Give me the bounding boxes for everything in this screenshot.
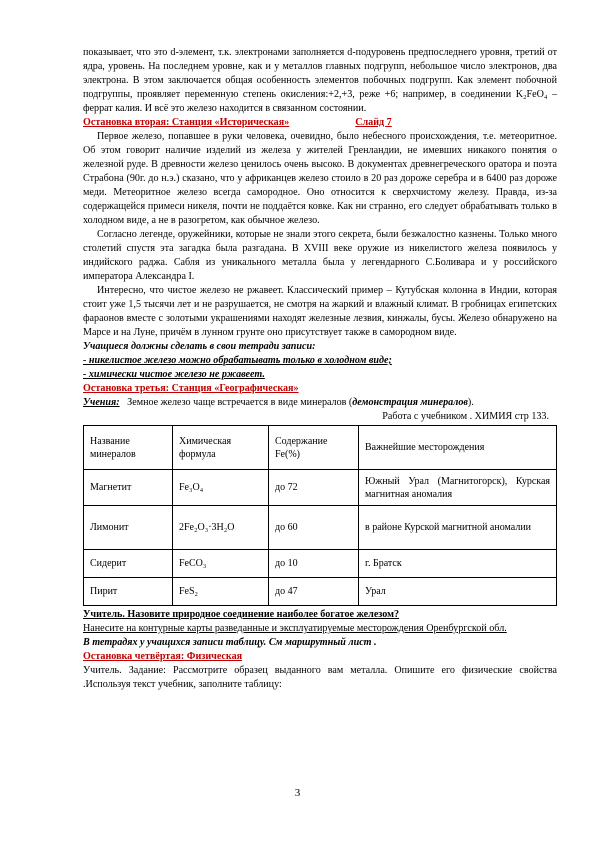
table-header-cell: Важнейшие месторождения bbox=[359, 426, 557, 470]
stop2-heading: Остановка вторая: Станция «Историческая» bbox=[83, 117, 290, 128]
stop2-note-2: - химически чистое железо не ржавеет. bbox=[83, 369, 265, 380]
teacher-text-end: ). bbox=[467, 397, 474, 408]
table-cell: до 47 bbox=[269, 578, 359, 606]
stop4-heading: Остановка четвёртая: Физическая bbox=[83, 651, 243, 662]
question-1: Учитель. Назовите природное соединение наиболее богатое железом? bbox=[83, 609, 400, 620]
question-2: Нанесите на контурные карты разведанные и эксплуатируемые месторождения Оренбургской обл. bbox=[83, 623, 507, 634]
stop2-note-1: - никелистое железо можно обрабатывать только в холодном виде; bbox=[83, 355, 392, 366]
teacher-text: Земное железо чаще встречается в виде минералов ( bbox=[127, 397, 353, 408]
teacher-label: Учения: bbox=[83, 397, 120, 408]
table-header-cell: Химическая формула bbox=[173, 426, 269, 470]
table-cell: Магнетит bbox=[84, 470, 173, 506]
table-header-cell: Название минералов bbox=[84, 426, 173, 470]
table-header-row bbox=[84, 426, 557, 470]
stop2-task: Учащиеся должны сделать в свои тетради записи: bbox=[83, 341, 316, 352]
minerals-table bbox=[83, 425, 557, 606]
stop2-paragraph-2: Согласно легенде, оружейники, которые не знали этого секрета, были безжалостно казнены. Только много столетий спустя эта загадка была разгадана. В XVIII веке оружие из никелистого железа появилось у индийского раджа. Сабля из уникального металла была у легендарного С.Боливара и у российского императора Александра I. bbox=[83, 229, 557, 282]
table-cell: Урал bbox=[359, 578, 557, 606]
demo-text: демонстрация минералов bbox=[352, 397, 468, 408]
table-cell: Пирит bbox=[84, 578, 173, 606]
table-cell: FeCO₃ bbox=[173, 550, 269, 578]
table-row bbox=[84, 578, 557, 606]
table-row bbox=[84, 506, 557, 550]
table-cell: Южный Урал (Магнитогорск), Курская магнитная аномалия bbox=[359, 470, 557, 506]
table-cell: до 60 bbox=[269, 506, 359, 550]
table-cell: в районе Курской магнитной аномалии bbox=[359, 506, 557, 550]
table-cell: Fe₃O₄ bbox=[173, 470, 269, 506]
intro-paragraph: показывает, что это d-элемент, т.к. электронами заполняется d-подуровень предпоследнего уровня, третий от ядра, уровень. На последнем уровне, как и у металлов главных подгрупп, небольшое число электронов, два электрона. В этом заключается общая особенность элементов побочных подгрупп. Как элемент побочной подгруппы, проявляет переменную степень окисления:+2,+3, реже +6; например, в соединении K₂FeO₄ – феррат калия. И всё это железо находится в связанном состоянии. bbox=[83, 47, 557, 114]
stop2-paragraph-3: Интересно, что чистое железо не ржавеет. Классический пример – Кутубская колонна в Индии, которая стоит уже 1,5 тысячи лет и не разрушается, не смотря на жаркий и влажный климат. В гробницах египетских фараонов вместе с золотыми украшениями находят железные лезвия, кинжалы, бусы. Железо обнаружено на Марсе и на Луне, причём в лунном грунте оно присутствует также в самородном виде. bbox=[83, 285, 557, 338]
document-page bbox=[83, 46, 557, 692]
stop3-teacher-line bbox=[83, 396, 557, 410]
table-cell: до 10 bbox=[269, 550, 359, 578]
stop2-paragraph-1: Первое железо, попавшее в руки человека, очевидно, было небесного происхождения, т.е. метеоритное. Об этом говорит наличие изделий из железа у жителей Гренландии, не имевших никакого понятия о железной руде. В древности железо ценилось очень высоко. В документах древнегреческого оратора и поэта Страбона (90г. до н.э.) сказано, что у африканцев железо стоило в 20 раз дороже серебра и в 6400 раз дороже меди. Метеоритное железо всегда самородное. Оно относится к сверхчистому железу. Правда, из-за содержащейся примеси никеля, почти не поддаётся ковке. Как ни странно, его следует обрабатывать только в холодном виде, а не в разогретом, как обычное железо. bbox=[83, 131, 557, 226]
stop2-heading-line bbox=[83, 116, 557, 130]
stop4-heading-line bbox=[83, 650, 557, 664]
table-cell: Лимонит bbox=[84, 506, 173, 550]
table-cell: до 72 bbox=[269, 470, 359, 506]
table-row bbox=[84, 550, 557, 578]
table-cell: 2Fe₂O₃·3H₂O bbox=[173, 506, 269, 550]
table-cell: Сидерит bbox=[84, 550, 173, 578]
table-cell: г. Братск bbox=[359, 550, 557, 578]
stop3-heading-line bbox=[83, 382, 557, 396]
stop4-paragraph: Учитель. Задание: Рассмотрите образец выданного вам металла. Опишите его физические свойства .Используя текст учебник, заполните таблицу: bbox=[83, 665, 557, 690]
table-cell: FeS₂ bbox=[173, 578, 269, 606]
page-number: 3 bbox=[294, 787, 301, 799]
stop3-heading: Остановка третья: Станция «Географическая» bbox=[83, 383, 299, 394]
table-row bbox=[84, 470, 557, 506]
textbook-work: Работа с учебником . ХИМИЯ стр 133. bbox=[382, 411, 549, 422]
slide-label: Слайд 7 bbox=[355, 117, 392, 128]
table-header-cell: Содержание Fe(%) bbox=[269, 426, 359, 470]
question-3: В тетрадях у учащихся записи таблицу. См маршрутный лист . bbox=[83, 637, 377, 648]
